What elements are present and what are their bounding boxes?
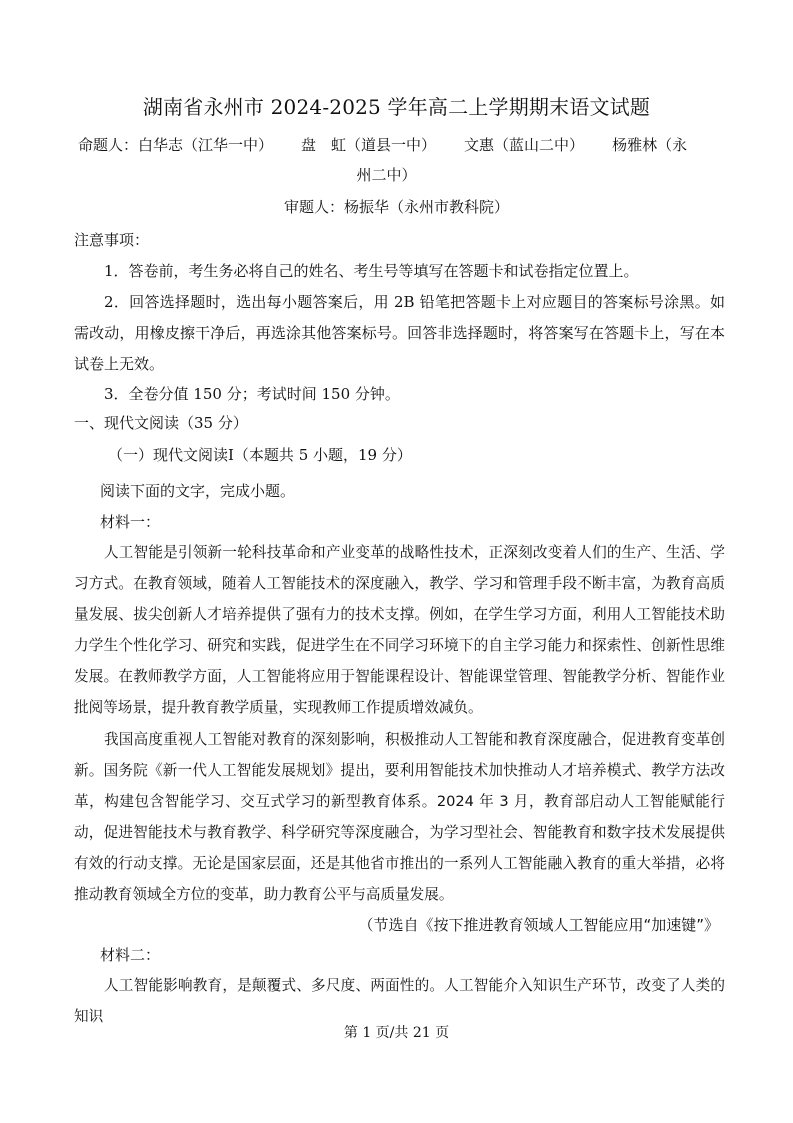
author-name-wrap: 州二中）	[356, 166, 417, 184]
material-paragraph: 我国高度重视人工智能对教育的深刻影响，积极推动人工智能和教育深度融合，促进教育变革创新。国务院《新一代人工智能发展规划》提出，要利用智能技术加快推动人才培养模式、教学方法改革，构建包含智能学习、交互式学习的新型教育体系。2024 年 3 月，教育部启动人工智能赋能行动，促进智能技术与教育教学、科学研究等深度融合，为学习型社会、智能教育和数字技术发展提供有效的行动支撑。无论是国家层面，还是其他省市推出的一系列人工智能融入教育的重大举措，必将推动教育领域全方位的变革，助力教育公平与高质量发展。	[74, 731, 725, 903]
subsection-heading: （一）现代文阅读Ⅰ（本题共 5 小题，19 分）	[108, 446, 412, 464]
author-name: 文惠（蓝山二中）	[464, 136, 585, 154]
author-name: 杨雅林（永	[612, 136, 688, 154]
reading-instruction: 阅读下面的文字，完成小题。	[100, 482, 296, 500]
notice-item: 1．答卷前，考生务必将自己的姓名、考生号等填写在答题卡和试卷指定位置上。	[104, 262, 639, 280]
material-label: 材料一：	[100, 513, 161, 531]
page-number: 第 1 页/共 21 页	[343, 1025, 450, 1041]
author-name: 白华志（江华一中）	[138, 136, 274, 154]
notice-heading: 注意事项：	[74, 231, 150, 249]
reviewer-line: 审题人：杨振华（永州市教科院）	[283, 198, 509, 216]
material-paragraph: 人工智能是引领新一轮科技革命和产业变革的战略性技术，正深刻改变着人们的生产、生活、学习方式。在教育领域，随着人工智能技术的深度融入，教学、学习和管理手段不断丰富，为教育高质量发展、拔尖创新人才培养提供了强有力的技术支撑。例如，在学生学习方面，利用人工智能技术助力学生个性化学习、研究和实践，促进学生在不同学习环境下的自主学习能力和探索性、创新性思维发展。在教师教学方面，人工智能将应用于智能课程设计、智能课堂管理、智能教学分析、智能作业批阅等场景，提升教育教学质量，实现教师工作提质增效减负。	[74, 544, 725, 716]
exam-title: 湖南省永州市 2024-2025 学年高二上学期期末语文试题	[142, 95, 651, 119]
author-name: 盘 虹（道县一中）	[301, 136, 437, 154]
section-heading: 一、现代文阅读（35 分）	[74, 414, 248, 432]
notice-item: 2．回答选择题时，选出每小题答案后，用 2B 铅笔把答题卡上对应题目的答案标号涂黑。如需改动，用橡皮擦干净后，再选涂其他答案标号。回答非选择题时，将答案写在答题卡上，写在本试卷上无效。	[74, 293, 725, 373]
authors-line	[78, 130, 723, 190]
material-label: 材料二：	[100, 946, 161, 964]
material-source: （节选自《按下推进教育领域人工智能应用“加速键”》	[358, 916, 719, 934]
authors-prefix: 命题人：	[78, 136, 139, 154]
notice-item: 3．全卷分值 150 分；考试时间 150 分钟。	[104, 385, 400, 403]
material-paragraph: 人工智能影响教育，是颠覆式、多尺度、两面性的。人工智能介入知识生产环节，改变了人类的知识	[74, 977, 725, 1025]
